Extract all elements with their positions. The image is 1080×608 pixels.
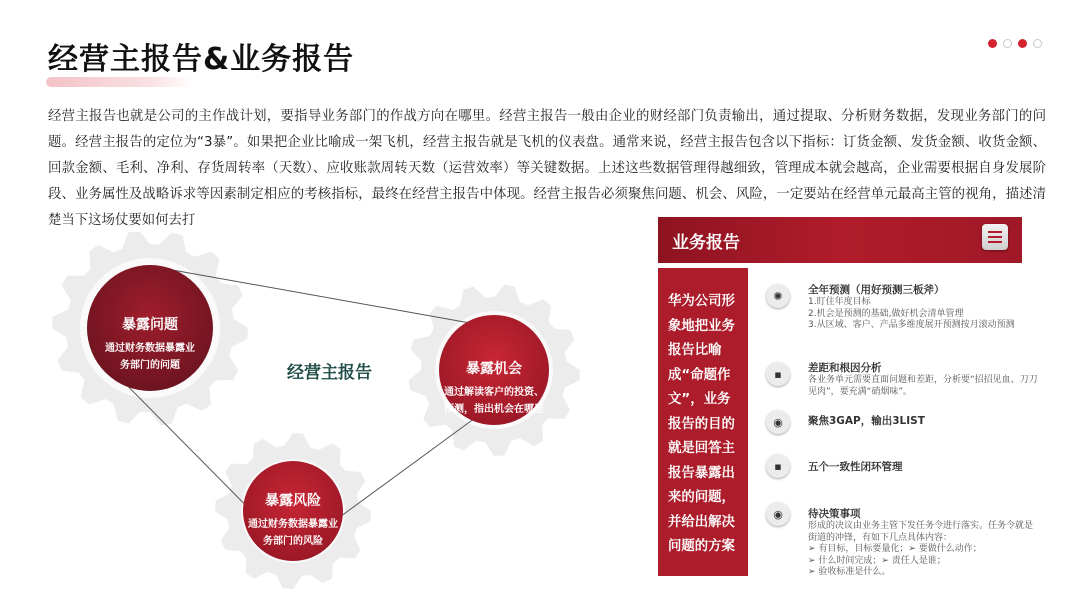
business-report-header: [658, 217, 1022, 263]
list-icon: [982, 224, 1008, 250]
item-line: 形成的决议由业务主管下发任务令进行落实。任务令就是街道的冲锋，有如下几点具体内容：: [808, 521, 1034, 543]
summary-text: 华为公司形象地把业务报告比喻成“命题作文”，业务报告的目的就是回答主报告暴露出来的问题，并给出解决问题的方案: [668, 294, 735, 554]
item-line: ➢ 验收标准是什么。: [808, 567, 891, 577]
problem-node: [90, 314, 210, 374]
problem-title: 暴露问题: [122, 317, 178, 333]
intro-paragraph: 经营主报告也就是公司的主作战计划，要指导业务部门的作战方向在哪里。经营主报告一般由企业的财经部门负责输出，通过提取、分析财务数据，发现业务部门的问题。经营主报告的定位为“3暴”。如果把企业比喻成一架飞机，经营主报告就是飞机的仪表盘。通常来说，经营主报告包含以下指标：订货金额、发货金额、收货金额、回款金额、毛利、净利、存货周转率（天数）、应收账款周转天数（运营效率）等关键数据。上述这些数据管理得越细致，管理成本就会越高，企业需要根据自身发展阶段、业务属性及战略诉求等因素制定相应的考核指标，最终在经营主报告中体现。经营主报告必须聚焦问题、机会、风险，一定要站在经营单元最高主管的视角，描述清楚当下这场仗要如何去打: [48, 109, 1046, 228]
dot-3: [1018, 39, 1027, 48]
summary-column: [658, 268, 748, 576]
item-line: 各业务单元需要直面问题和差距，分析要“招招见血、刀刀见肉”，要充满“硝烟味”。: [808, 375, 1038, 397]
item-line: 2.机会是预测的基础,做好机会清单管理: [808, 308, 964, 319]
target-icon: ◉: [766, 410, 790, 434]
report-diagram: [40, 232, 640, 602]
panel-title: 业务报告: [672, 233, 740, 253]
problem-desc-2: 务部门的问题: [120, 360, 180, 371]
target-icon: ◉: [766, 502, 790, 526]
item-title: 待决策事项: [808, 508, 861, 520]
item-title: 聚焦3GAP，输出3LIST: [808, 415, 925, 427]
item-line: 3.从区域、客户、产品多维度展开预测按月滚动预测: [808, 320, 1015, 330]
item-title: 五个一致性闭环管理: [808, 461, 903, 473]
problem-desc-1: 通过财务数据暴露业: [105, 343, 195, 354]
risk-desc-2: 务部门的风险: [263, 536, 323, 547]
wallet-icon: ▪: [766, 454, 790, 478]
pagination-dots: [988, 39, 1042, 48]
item-line: ➢ 有目标，目标要量化；➢ 要做什么动作；: [808, 544, 982, 554]
dot-2: [1003, 39, 1012, 48]
risk-node: [238, 490, 348, 550]
page-title: 经营主报告&业务报告: [48, 42, 355, 77]
risk-desc-1: 通过财务数据暴露业: [248, 519, 338, 530]
opportunity-desc-2: 预测，指出机会在哪里: [444, 404, 544, 415]
dot-1: [988, 39, 997, 48]
opportunity-desc-1: 通过解读客户的投资、: [444, 387, 544, 398]
item-title: 全年预测（用好预测三板斧）: [808, 284, 945, 296]
center-label: 经营主报告: [287, 363, 372, 383]
dot-4: [1033, 39, 1042, 48]
opportunity-node: [442, 358, 546, 418]
wallet-icon: ▪: [766, 362, 790, 386]
item-title: 差距和根因分析: [808, 362, 882, 374]
risk-title: 暴露风险: [265, 493, 321, 509]
gear-icon: ✺: [766, 284, 790, 308]
item-line: 1.盯住年度目标: [808, 297, 871, 307]
opportunity-title: 暴露机会: [466, 361, 522, 377]
item-line: ➢ 什么时间完成；➢ 责任人是谁；: [808, 555, 946, 566]
title-underline: [46, 77, 194, 87]
